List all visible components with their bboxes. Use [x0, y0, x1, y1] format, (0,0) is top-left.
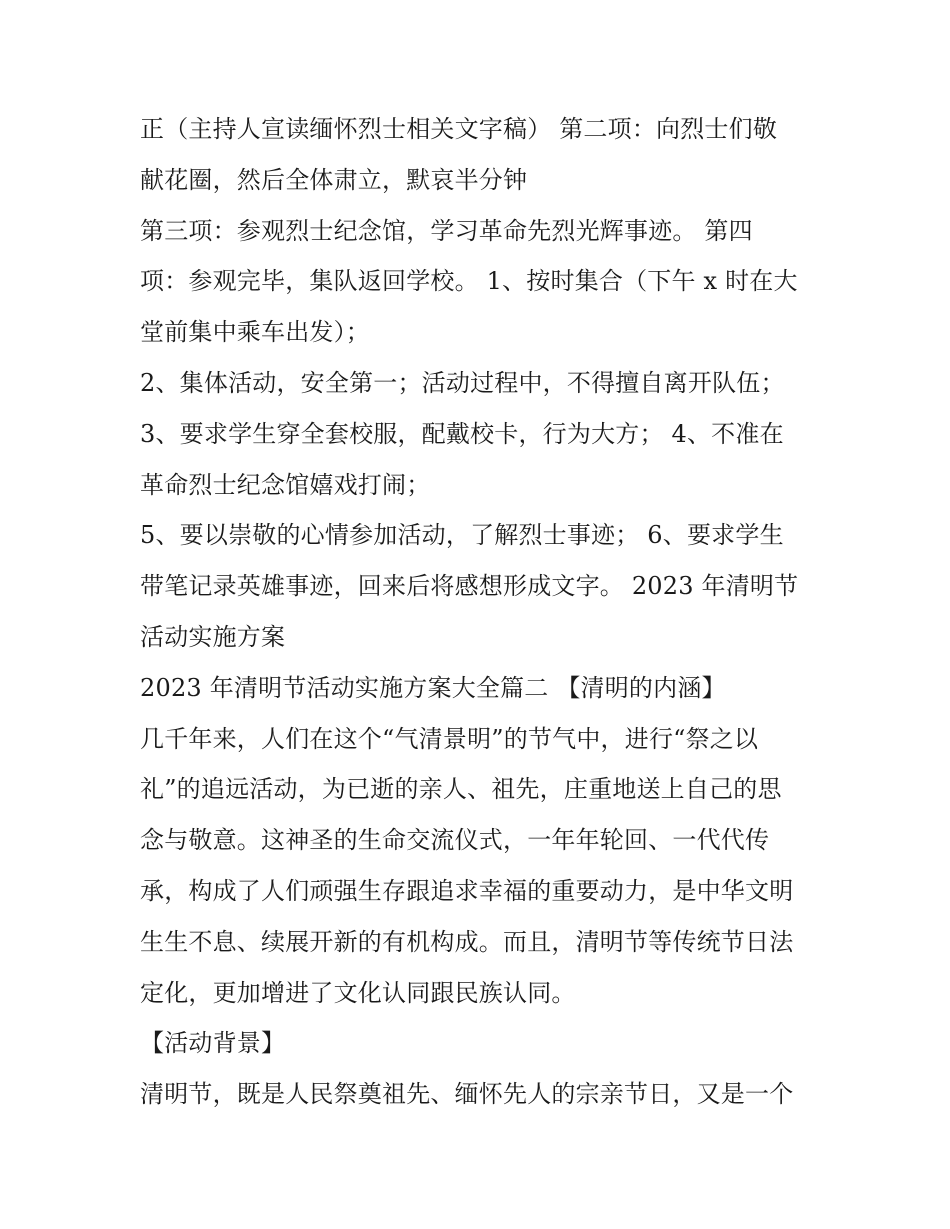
- text-line: 正（主持人宣读缅怀烈士相关文字稿） 第二项：向烈士们敬: [140, 115, 778, 143]
- text-line: 活动实施方案: [140, 622, 286, 651]
- text-line: 定化，更加增进了文化认同跟民族认同。: [140, 978, 576, 1007]
- text-line: 献花圈，然后全体肃立，默哀半分钟: [140, 165, 528, 194]
- text-line: 革命烈士纪念馆嬉戏打闹；: [140, 470, 431, 499]
- text-line: 2、集体活动，安全第一；活动过程中，不得擅自离开队伍；: [140, 368, 785, 397]
- text-line: 清明节，既是人民祭奠祖先、缅怀先人的宗亲节日，又是一个: [140, 1080, 794, 1109]
- document-body: [140, 104, 830, 1120]
- text-line: 念与敬意。这神圣的生命交流仪式，一年年轮回、一代代传: [140, 826, 770, 855]
- text-line: 带笔记录英雄事迹，回来后将感想形成文字。 2023 年清明节: [140, 572, 799, 601]
- text-line: 第三项：参观烈士纪念馆，学习革命先烈光辉事迹。 第四: [140, 216, 753, 245]
- text-line: 生生不息、续展开新的有机构成。而且，清明节等传统节日法: [140, 927, 794, 956]
- text-line: 承，构成了人们顽强生存跟追求幸福的重要动力，是中华文明: [140, 876, 794, 905]
- text-line: 3、要求学生穿全套校服，配戴校卡，行为大方； 4、不准在: [140, 419, 784, 448]
- text-line: 礼”的追远活动，为已逝的亲人、祖先，庄重地送上自己的思: [140, 775, 782, 804]
- text-line: 堂前集中乘车出发）；: [140, 318, 370, 347]
- section-heading-line: 【活动背景】: [140, 1029, 286, 1058]
- text-line: 项：参观完毕，集队返回学校。 1、按时集合（下午 x 时在大: [140, 267, 798, 296]
- text-line: 5、要以崇敬的心情参加活动，了解烈士事迹； 6、要求学生: [140, 521, 784, 550]
- section-heading-line: 2023 年清明节活动实施方案大全篇二 【清明的内涵】: [140, 673, 726, 702]
- text-line: 几千年来，人们在这个“气清景明”的节气中，进行“祭之以: [140, 724, 759, 753]
